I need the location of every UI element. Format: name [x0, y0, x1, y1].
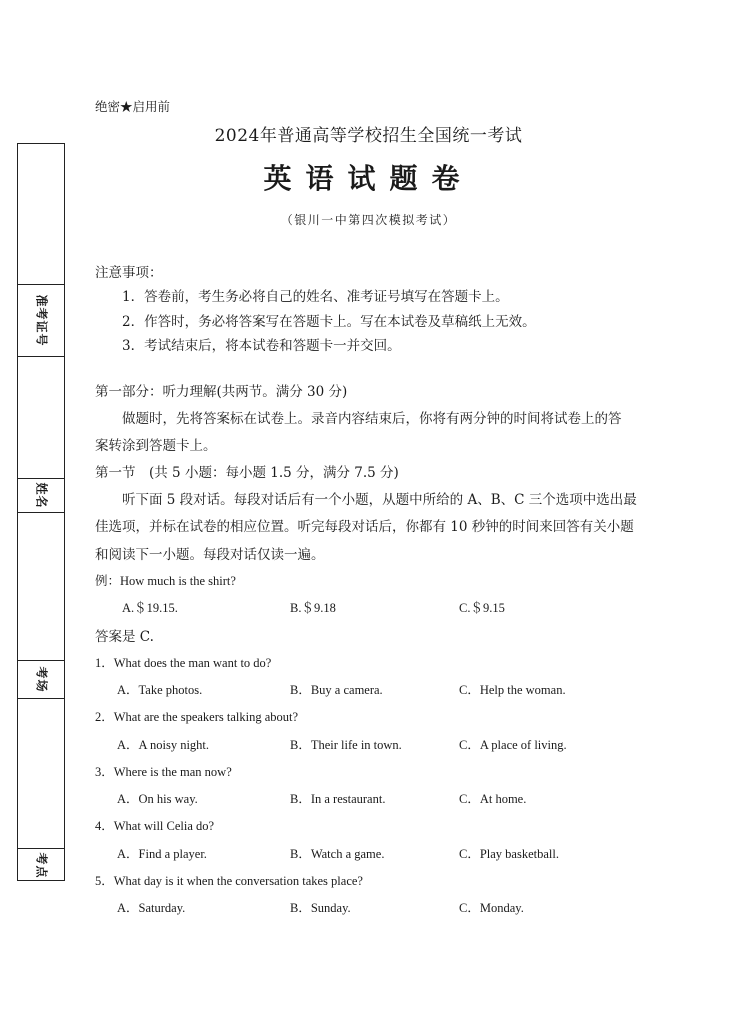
- section1-instruction: 和阅读下一小题。每段对话仅读一遍。: [95, 547, 325, 563]
- exam-subtitle: （银川一中第四次模拟考试）: [280, 213, 457, 227]
- option-a: A．Take photos.: [117, 683, 203, 697]
- notice-heading: 注意事项：: [95, 265, 163, 281]
- example-option-c: C.＄9.15: [459, 601, 505, 615]
- margin-divider: [18, 698, 64, 699]
- margin-label-exam-number: 准考证号: [34, 293, 49, 347]
- option-c: C．Help the woman.: [459, 683, 566, 697]
- option-b: B．Buy a camera.: [290, 683, 383, 697]
- margin-label-exam-site: 考点: [34, 851, 49, 879]
- option-b: B．Their life in town.: [290, 738, 402, 752]
- example-option-b: B.＄9.18: [290, 601, 336, 615]
- binding-margin: [17, 143, 65, 881]
- subject-title: 英语试题卷: [263, 162, 474, 195]
- part1-instruction: 案转涂到答题卡上。: [95, 438, 217, 454]
- question-stem: 2．What are the speakers talking about?: [95, 710, 299, 724]
- margin-label-exam-room: 考场: [34, 665, 49, 693]
- part1-heading: 第一部分：听力理解(共两节。满分 30 分): [95, 384, 348, 400]
- option-a: A．On his way.: [117, 792, 198, 806]
- question-stem: 3．Where is the man now?: [95, 765, 232, 779]
- margin-divider: [18, 512, 64, 513]
- notice-item: 2．作答时，务必将答案写在答题卡上。写在本试卷及草稿纸上无效。: [122, 314, 536, 330]
- option-a: A．A noisy night.: [117, 738, 210, 752]
- question-stem: 1．What does the man want to do?: [95, 656, 272, 670]
- example-answer: 答案是 C.: [95, 629, 154, 645]
- section1-instruction: 佳选项，并标在试卷的相应位置。听完每段对话后，你都有 10 秒钟的时间来回答有关小题: [95, 519, 634, 535]
- option-a: A．Saturday.: [117, 901, 186, 915]
- exam-title: 2024年普通高等学校招生全国统一考试: [214, 126, 523, 146]
- margin-label-name: 姓名: [34, 481, 49, 509]
- option-c: C．Play basketball.: [459, 847, 559, 861]
- notice-item: 1．答卷前，考生务必将自己的姓名、准考证号填写在答题卡上。: [122, 289, 509, 305]
- notice-item: 3．考试结束后，将本试卷和答题卡一并交回。: [122, 338, 401, 354]
- option-a: A．Find a player.: [117, 847, 207, 861]
- secret-label: 绝密★启用前: [95, 99, 171, 114]
- option-c: C．A place of living.: [459, 738, 567, 752]
- question-stem: 4．What will Celia do?: [95, 819, 215, 833]
- question-stem: 5．What day is it when the conversation takes place?: [95, 874, 363, 888]
- section1-instruction: 听下面 5 段对话。每段对话后有一个小题，从题中所给的 A、B、C 三个选项中选出最: [122, 492, 637, 508]
- option-c: C．At home.: [459, 792, 527, 806]
- section1-heading: 第一节 (共 5 小题：每小题 1.5 分，满分 7.5 分): [95, 465, 399, 481]
- option-c: C．Monday.: [459, 901, 524, 915]
- margin-divider: [18, 356, 64, 357]
- part1-instruction: 做题时，先将答案标在试卷上。录音内容结束后，你将有两分钟的时间将试卷上的答: [122, 411, 622, 427]
- example-option-a: A.＄19.15.: [122, 601, 178, 615]
- option-b: B．Watch a game.: [290, 847, 385, 861]
- option-b: B．In a restaurant.: [290, 792, 386, 806]
- example-question: 例：How much is the shirt?: [95, 574, 236, 588]
- option-b: B．Sunday.: [290, 901, 351, 915]
